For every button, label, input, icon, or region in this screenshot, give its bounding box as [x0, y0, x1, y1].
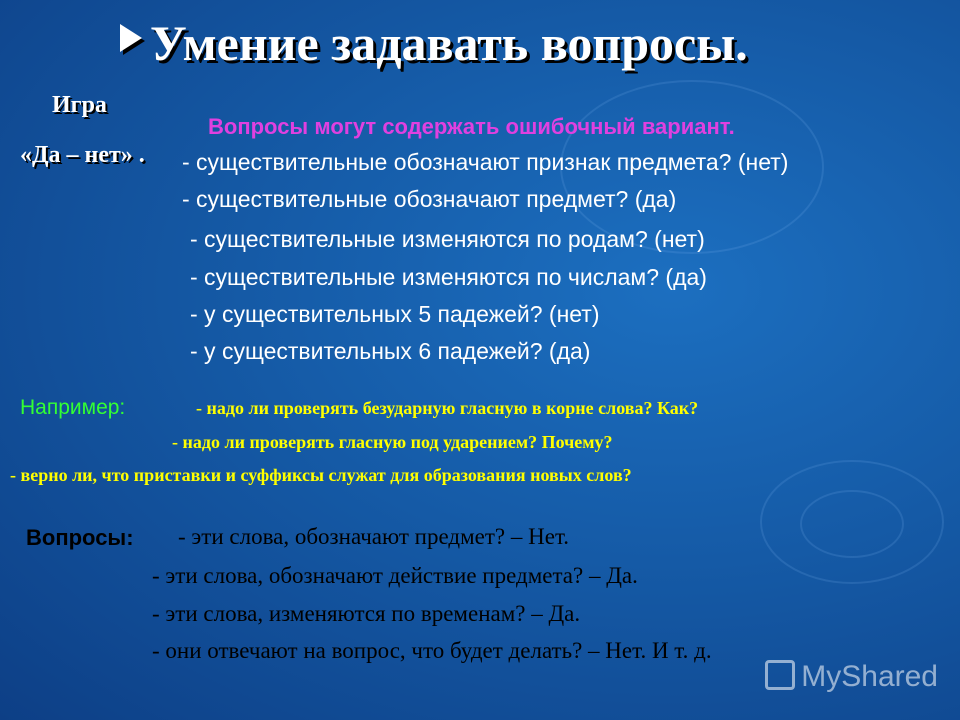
slide-title-text: Умение задавать вопросы. — [150, 15, 748, 71]
game-label-line1: Игра — [52, 92, 107, 118]
intro-text: Вопросы могут содержать ошибочный вариант. — [208, 114, 735, 139]
question-line: - существительные обозначают предмет? (да) — [182, 186, 677, 212]
questions2-line: - эти слова, изменяются по временам? – Да. — [152, 601, 581, 626]
questions2-line: - эти слова, обозначают предмет? – Нет. — [178, 524, 570, 549]
watermark-text: MyShared — [801, 660, 938, 693]
question-line: - у существительных 6 падежей? (да) — [190, 338, 591, 364]
question-line: - существительные изменяются по числам? (да) — [190, 264, 707, 290]
arrow-bullet-icon — [120, 24, 142, 52]
question-line: - существительные изменяются по родам? (нет) — [190, 226, 705, 252]
example-label: Например: — [20, 396, 126, 419]
watermark-logo — [765, 660, 938, 694]
example-line: - верно ли, что приставки и суффиксы служат для образования новых слов? — [10, 465, 632, 485]
game-label-line2: «Да – нет» . — [20, 142, 145, 168]
slide-title — [120, 14, 748, 72]
question-line: - у существительных 5 падежей? (нет) — [190, 301, 600, 327]
example-line: - надо ли проверять гласную под ударением? Почему? — [172, 432, 613, 452]
presentation-icon — [765, 660, 795, 690]
question-line: - существительные обозначают признак предмета? (нет) — [182, 149, 789, 175]
ripple-decoration — [800, 490, 904, 558]
questions2-line: - эти слова, обозначают действие предмета? – Да. — [152, 563, 638, 588]
questions2-line: - они отвечают на вопрос, что будет делать? – Нет. И т. д. — [152, 638, 712, 663]
example-line: - надо ли проверять безударную гласную в корне слова? Как? — [196, 398, 699, 418]
questions2-label: Вопросы: — [26, 525, 134, 550]
